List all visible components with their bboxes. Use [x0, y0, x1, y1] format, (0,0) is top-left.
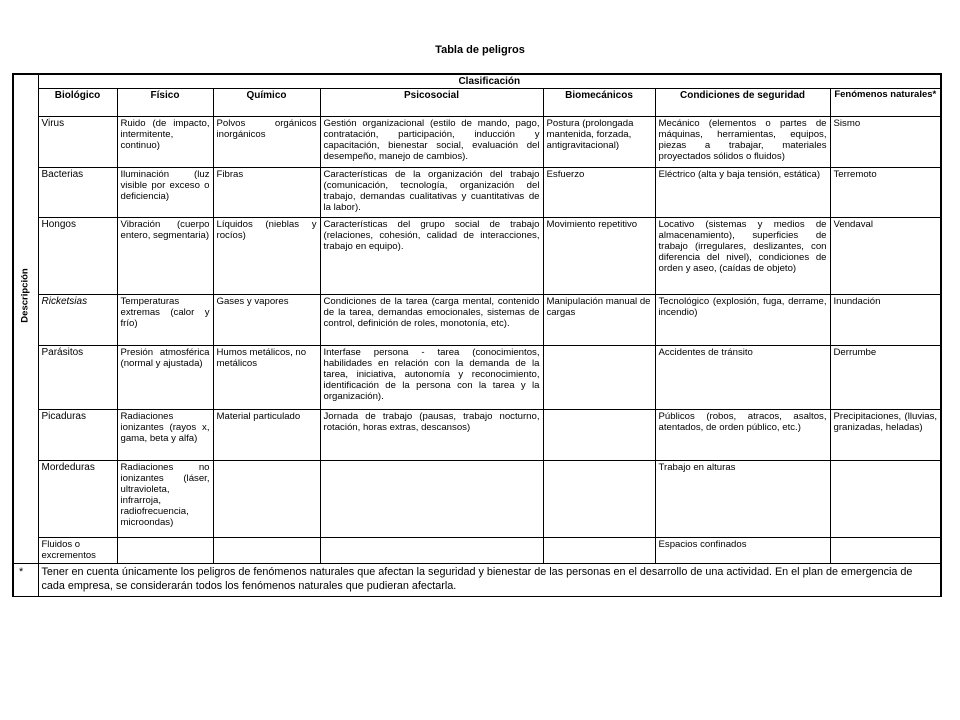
cell-biomecanicos [543, 538, 655, 564]
footnote-row [13, 564, 941, 597]
table-row [13, 295, 941, 346]
col-header-condiciones-seguridad: Condiciones de seguridad [655, 89, 830, 117]
cell-condiciones-seguridad: Mecánico (elementos o partes de máquinas, herramientas, equipos, piezas a trabajar, materiales proyectados sólidos o fluidos) [655, 117, 830, 168]
cell-fisico: Ruido (de impacto, intermitente, continuo) [117, 117, 213, 168]
cell-quimico: Fibras [213, 168, 320, 218]
cell-biomecanicos: Postura (prolongada mantenida, forzada, antigravitacional) [543, 117, 655, 168]
col-header-psicosocial: Psicosocial [320, 89, 543, 117]
cell-psicosocial: Características de la organización del trabajo (comunicación, tecnología, organización del trabajo, demandas cualitativas y cuantitativas de la labor). [320, 168, 543, 218]
cell-biologico: Fluidos o excrementos [38, 538, 117, 564]
cell-fenomenos-naturales [830, 538, 941, 564]
col-header-biologico: Biológico [38, 89, 117, 117]
table-row [13, 538, 941, 564]
cell-quimico [213, 461, 320, 538]
cell-condiciones-seguridad: Locativo (sistemas y medios de almacenamiento), superficies de trabajo (irregulares, deslizantes, con diferencia del nivel), condiciones de orden y aseo, (caídas de objeto) [655, 218, 830, 295]
table-row [13, 410, 941, 461]
col-header-quimico: Químico [213, 89, 320, 117]
cell-psicosocial: Condiciones de la tarea (carga mental, contenido de la tarea, demandas emocionales, sistemas de control, definición de roles, monotonía, etc). [320, 295, 543, 346]
cell-biologico: Bacterias [38, 168, 117, 218]
cell-quimico: Material particulado [213, 410, 320, 461]
column-header-row [13, 89, 941, 117]
cell-fisico: Temperaturas extremas (calor y frío) [117, 295, 213, 346]
cell-biologico: Hongos [38, 218, 117, 295]
cell-fisico: Iluminación (luz visible por exceso o deficiencia) [117, 168, 213, 218]
cell-psicosocial: Características del grupo social de trabajo (relaciones, cohesión, calidad de interacciones, trabajo en equipo). [320, 218, 543, 295]
table-row [13, 346, 941, 410]
cell-condiciones-seguridad: Tecnológico (explosión, fuga, derrame, incendio) [655, 295, 830, 346]
cell-biologico: Parásitos [38, 346, 117, 410]
cell-quimico: Polvos orgánicos inorgánicos [213, 117, 320, 168]
footnote-text: Tener en cuenta únicamente los peligros de fenómenos naturales que afectan la seguridad y bienestar de las personas en el desarrollo de una actividad. En el plan de emergencia de cada empresa, se considerarán todos los fenómenos naturales que pudieran afectarla. [38, 564, 941, 597]
cell-condiciones-seguridad: Trabajo en alturas [655, 461, 830, 538]
cell-fenomenos-naturales: Terremoto [830, 168, 941, 218]
description-vertical-label [14, 190, 36, 400]
cell-psicosocial: Gestión organizacional (estilo de mando, pago, contratación, participación, inducción y capacitación, bienestar social, evaluación del desempeño, manejo de cambios). [320, 117, 543, 168]
col-header-fisico: Físico [117, 89, 213, 117]
cell-biomecanicos [543, 410, 655, 461]
cell-quimico [213, 538, 320, 564]
table-row [13, 218, 941, 295]
cell-condiciones-seguridad: Eléctrico (alta y baja tensión, estática) [655, 168, 830, 218]
cell-psicosocial: Jornada de trabajo (pausas, trabajo nocturno, rotación, horas extras, descansos) [320, 410, 543, 461]
cell-condiciones-seguridad: Espacios confinados [655, 538, 830, 564]
cell-quimico: Humos metálicos, no metálicos [213, 346, 320, 410]
cell-fisico: Vibración (cuerpo entero, segmentaria) [117, 218, 213, 295]
cell-biomecanicos: Movimiento repetitivo [543, 218, 655, 295]
cell-fisico: Radiaciones ionizantes (rayos x, gama, beta y alfa) [117, 410, 213, 461]
cell-quimico: Líquidos (nieblas y rocíos) [213, 218, 320, 295]
cell-condiciones-seguridad: Accidentes de tránsito [655, 346, 830, 410]
page-title: Tabla de peligros [435, 44, 525, 56]
cell-biologico: Virus [38, 117, 117, 168]
table-row [13, 461, 941, 538]
cell-quimico: Gases y vapores [213, 295, 320, 346]
cell-psicosocial: Interfase persona - tarea (conocimientos, habilidades en relación con la demanda de la tarea, iniciativa, autonomía y reconocimiento, identificación de la persona con la tarea y la organización). [320, 346, 543, 410]
description-text: Descripción [19, 267, 31, 323]
cell-fenomenos-naturales: Derrumbe [830, 346, 941, 410]
cell-psicosocial [320, 538, 543, 564]
cell-fenomenos-naturales: Inundación [830, 295, 941, 346]
cell-fenomenos-naturales: Vendaval [830, 218, 941, 295]
cell-biomecanicos: Esfuerzo [543, 168, 655, 218]
col-header-fenomenos-naturales: Fenómenos naturales* [830, 89, 941, 117]
col-header-biomecanicos: Biomecánicos [543, 89, 655, 117]
cell-condiciones-seguridad: Públicos (robos, atracos, asaltos, atentados, de orden público, etc.) [655, 410, 830, 461]
cell-biologico: Ricketsias [38, 295, 117, 346]
cell-fenomenos-naturales: Sismo [830, 117, 941, 168]
cell-biologico: Picaduras [38, 410, 117, 461]
hazard-table [12, 73, 942, 597]
classification-header: Clasificación [38, 74, 941, 89]
cell-biologico: Mordeduras [38, 461, 117, 538]
cell-fenomenos-naturales: Precipitaciones, (lluvias, granizadas, heladas) [830, 410, 941, 461]
cell-biomecanicos [543, 346, 655, 410]
cell-fisico: Radiaciones no ionizantes (láser, ultravioleta, infrarroja, radiofrecuencia, microondas) [117, 461, 213, 538]
table-row [13, 117, 941, 168]
cell-fisico [117, 538, 213, 564]
table-row [13, 168, 941, 218]
footnote-marker: * [13, 564, 38, 597]
cell-biomecanicos: Manipulación manual de cargas [543, 295, 655, 346]
cell-fisico: Presión atmosférica (normal y ajustada) [117, 346, 213, 410]
cell-fenomenos-naturales [830, 461, 941, 538]
cell-psicosocial [320, 461, 543, 538]
cell-biomecanicos [543, 461, 655, 538]
